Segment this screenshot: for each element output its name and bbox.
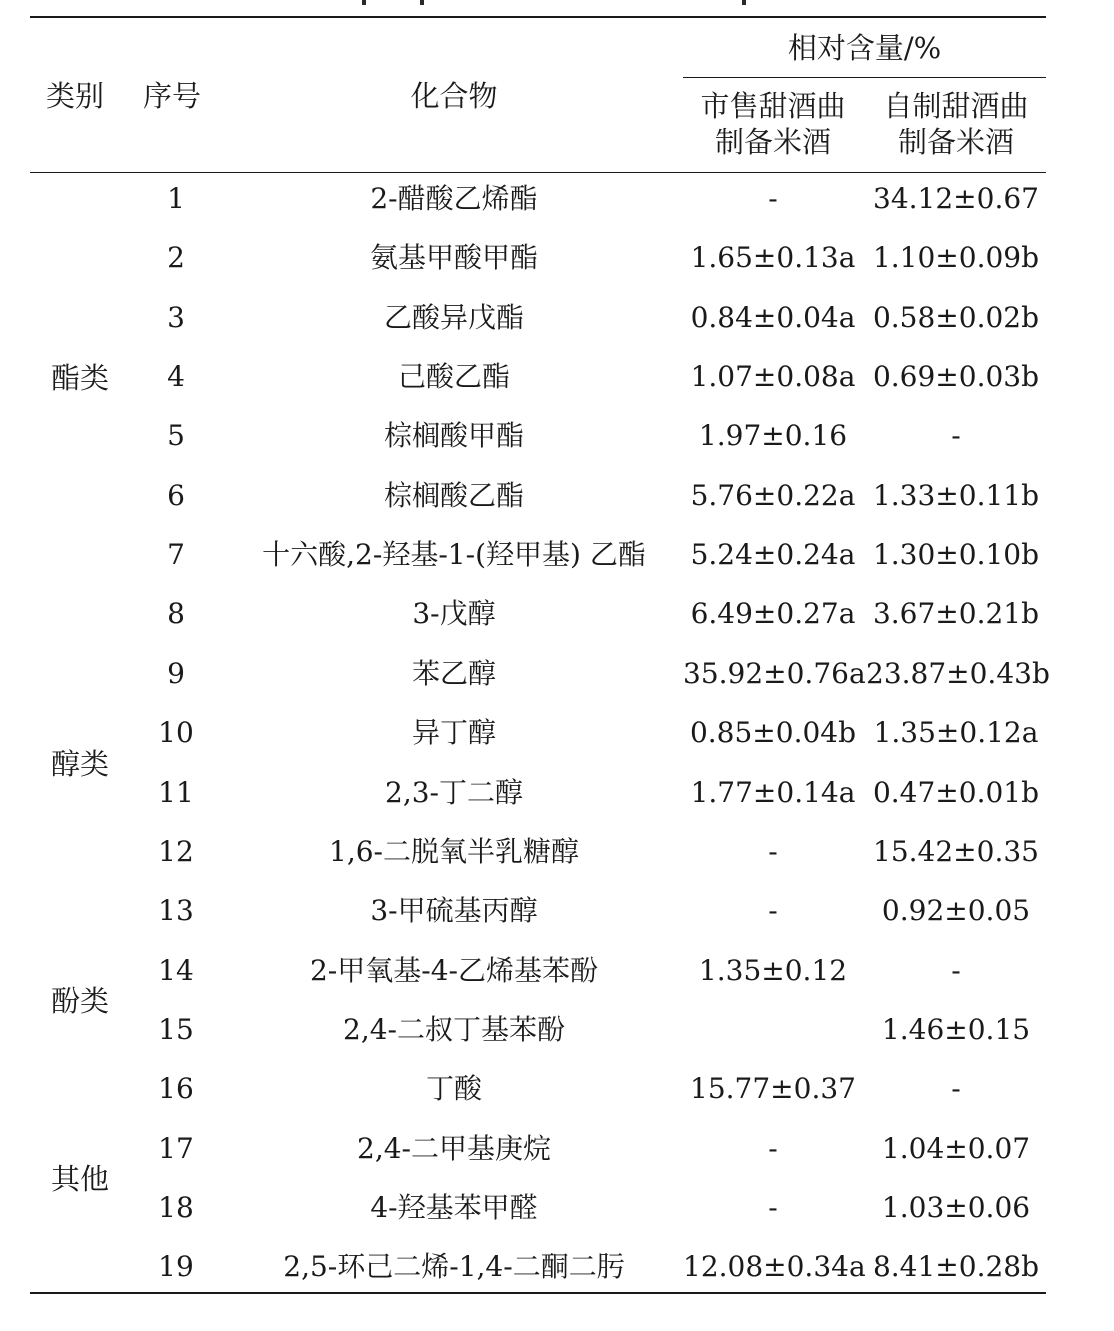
row-homemade: 1.35±0.12a	[873, 716, 1039, 749]
row-commercial: -	[768, 182, 778, 215]
row-compound: 2,4-二叔丁基苯酚	[343, 1013, 565, 1046]
header-relative-content: 相对含量/%	[787, 31, 942, 65]
header-index: 序号	[143, 79, 202, 113]
row-compound: 十六酸,2-羟基-1-(羟甲基) 乙酯	[262, 538, 646, 571]
header-category: 类别	[46, 79, 105, 113]
row-index: 12	[158, 835, 194, 868]
row-commercial: 1.97±0.16	[698, 419, 848, 452]
row-homemade: 1.46±0.15	[881, 1013, 1031, 1046]
row-homemade: 8.41±0.28b	[872, 1250, 1040, 1283]
row-compound: 苯乙醇	[411, 657, 496, 690]
row-commercial: 1.77±0.14a	[690, 776, 856, 809]
row-index: 10	[158, 716, 194, 749]
row-index: 5	[167, 419, 185, 452]
header-commercial-line2: 制备米酒	[714, 125, 831, 159]
row-homemade: 23.87±0.43b	[866, 657, 1050, 690]
row-index: 3	[167, 301, 185, 334]
cropped-caption	[0, 0, 1114, 6]
row-index: 1	[167, 182, 185, 215]
subheader-rule	[683, 77, 1046, 78]
row-homemade: 1.04±0.07	[881, 1132, 1031, 1165]
row-homemade: 0.58±0.02b	[872, 301, 1040, 334]
row-compound: 3-甲硫基丙醇	[370, 894, 538, 927]
row-commercial: -	[768, 1191, 778, 1224]
row-compound: 2,3-丁二醇	[385, 776, 523, 809]
row-index: 4	[167, 360, 185, 393]
row-homemade: -	[951, 1072, 961, 1105]
row-index: 9	[167, 657, 185, 690]
row-index: 17	[158, 1132, 194, 1165]
row-compound: 异丁醇	[411, 716, 496, 749]
caption-fragment	[742, 0, 746, 5]
header-homemade-line2: 制备米酒	[897, 125, 1014, 159]
row-commercial: -	[768, 894, 778, 927]
row-homemade: 1.10±0.09b	[872, 241, 1040, 274]
row-index: 8	[167, 597, 185, 630]
row-compound: 氨基甲酸甲酯	[369, 241, 538, 274]
row-index: 16	[158, 1072, 194, 1105]
row-commercial: 1.07±0.08a	[690, 360, 856, 393]
row-commercial: 35.92±0.76a	[683, 657, 866, 690]
row-compound: 乙酸异戊酯	[383, 301, 524, 334]
row-compound: 己酸乙酯	[397, 360, 510, 393]
row-homemade: 1.03±0.06	[881, 1191, 1031, 1224]
category-esters: 酯类	[50, 361, 109, 395]
row-commercial: 1.35±0.12	[698, 954, 848, 987]
category-others: 其他	[50, 1162, 109, 1196]
bottom-rule	[30, 1292, 1046, 1294]
row-index: 2	[167, 241, 185, 274]
row-compound: 丁酸	[425, 1072, 482, 1105]
header-homemade-line1: 自制甜酒曲	[883, 89, 1029, 123]
row-commercial: 5.76±0.22a	[690, 479, 856, 512]
row-compound: 棕榈酸甲酯	[383, 419, 524, 452]
row-homemade: 1.30±0.10b	[872, 538, 1040, 571]
row-compound: 1,6-二脱氧半乳糖醇	[329, 835, 579, 868]
row-commercial: 15.77±0.37	[690, 1072, 856, 1105]
row-index: 7	[167, 538, 185, 571]
row-homemade: 1.33±0.11b	[872, 479, 1040, 512]
row-index: 13	[158, 894, 194, 927]
row-compound: 2-甲氧基-4-乙烯基苯酚	[309, 954, 598, 987]
row-index: 15	[158, 1013, 194, 1046]
header-commercial-line1: 市售甜酒曲	[700, 89, 846, 123]
row-homemade: 34.12±0.67	[873, 182, 1039, 215]
row-index: 19	[158, 1250, 194, 1283]
row-commercial: 5.24±0.24a	[690, 538, 856, 571]
top-rule	[30, 16, 1046, 18]
row-index: 6	[167, 479, 185, 512]
category-alcohols: 醇类	[50, 747, 109, 781]
row-commercial: -	[768, 835, 778, 868]
row-homemade: 0.92±0.05	[881, 894, 1031, 927]
row-compound: 2,4-二甲基庚烷	[357, 1132, 551, 1165]
row-homemade: 3.67±0.21b	[872, 597, 1040, 630]
caption-fragment	[362, 0, 366, 5]
category-phenols: 酚类	[50, 984, 109, 1018]
row-homemade: 15.42±0.35	[873, 835, 1039, 868]
row-compound: 3-戊醇	[412, 597, 496, 630]
caption-fragment	[420, 0, 424, 5]
row-homemade: 0.47±0.01b	[872, 776, 1040, 809]
row-commercial: 0.85±0.04b	[689, 716, 857, 749]
header-bottom-rule	[30, 172, 1046, 173]
row-commercial: 1.65±0.13a	[690, 241, 856, 274]
row-index: 14	[158, 954, 194, 987]
header-compound: 化合物	[410, 79, 498, 113]
row-index: 11	[158, 776, 194, 809]
row-homemade: 0.69±0.03b	[872, 360, 1040, 393]
row-compound: 4-羟基苯甲醛	[370, 1191, 538, 1224]
row-commercial: 0.84±0.04a	[690, 301, 856, 334]
row-commercial: 6.49±0.27a	[690, 597, 856, 630]
row-compound: 2-醋酸乙烯酯	[370, 182, 538, 215]
row-homemade: -	[951, 419, 961, 452]
row-homemade: -	[951, 954, 961, 987]
row-commercial: -	[768, 1132, 778, 1165]
row-compound: 2,5-环己二烯-1,4-二酮二肟	[283, 1250, 625, 1283]
row-compound: 棕榈酸乙酯	[383, 479, 524, 512]
row-commercial: 12.08±0.34a	[683, 1250, 866, 1283]
row-index: 18	[158, 1191, 194, 1224]
